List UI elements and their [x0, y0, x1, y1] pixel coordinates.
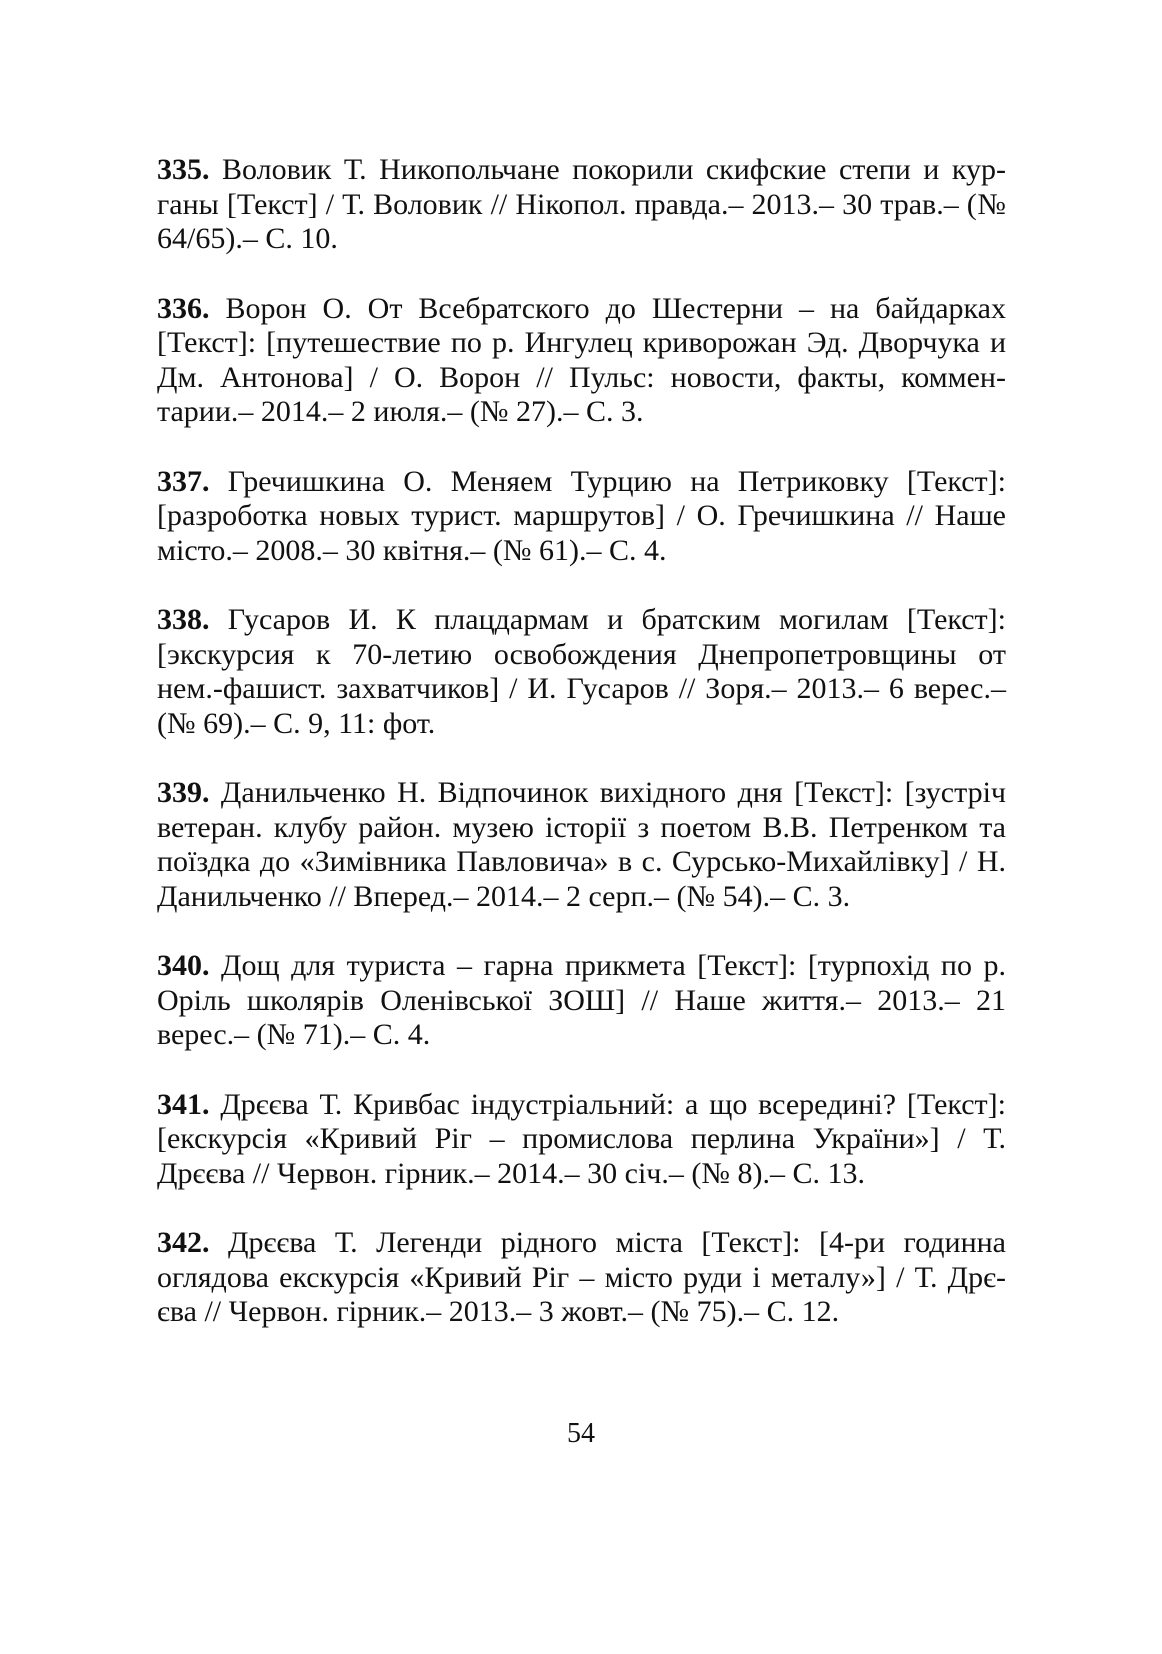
entry-text: Дрєєва Т. Кривбас індустріальний: а що всередині? [Текст]: [екскурсія «Кривий Ріг – промислова перлина України»] / Т. Дрєєва // Червон. гірник.– 2014.– 30 січ.– (№ 8).– С. 13. [157, 1087, 1006, 1190]
entry-number: 341. [157, 1087, 210, 1121]
bibliography-list [157, 153, 1006, 1365]
entry-text: Гусаров И. К плацдармам и братским могилам [Текст]: [экскурсия к 70-летию освобождения Днепропетровщины от нем.-фашист. захватчиков] / И. Гусаров // Зоря.– 2013.– 6 верес.– (№ 69).– С. 9, 11: фот. [157, 603, 1006, 740]
bibliography-entry [157, 292, 1006, 430]
bibliography-entry [157, 1088, 1006, 1192]
entry-number: 336. [157, 291, 210, 325]
bibliography-entry [157, 949, 1006, 1053]
entry-text: Ворон О. От Всебратского до Шестерни – на байдарках [Текст]: [путешествие по р. Ингулец криворожан Эд. Дворчука и Дм. Антонова] / О. Ворон // Пульс: новости, факты, комментарии.– 2014.– 2 июля.– (№ 27).– С. 3. [157, 291, 1006, 428]
entry-number: 340. [157, 949, 210, 982]
bibliography-entry [157, 776, 1006, 914]
page-number: 54 [567, 1418, 595, 1449]
bibliography-entry [157, 465, 1006, 569]
entry-text: Воловик Т. Никопольчане покорили скифские степи и курганы [Текст] / Т. Воловик // Нікопол. правда.– 2013.– 30 трав.– (№ 64/65).– С. 10. [157, 153, 1006, 255]
entry-text: Дощ для туриста – гарна прикмета [Текст]: [турпохід по р. Оріль школярів Оленівської ЗОШ] // Наше життя.– 2013.– 21 верес.– (№ 71).– С. 4. [157, 949, 1006, 1051]
entry-number: 337. [157, 464, 210, 498]
entry-text: Дрєєва Т. Легенди рідного міста [Текст]: [4-ри годинна оглядова екскурсія «Кривий Ріг – місто руди і металу»] / Т. Дрєєва // Червон. гірник.– 2013.– 3 жовт.– (№ 75).– С. 12. [157, 1226, 1006, 1328]
entry-number: 339. [157, 776, 210, 809]
bibliography-entry [157, 1226, 1006, 1330]
entry-number: 342. [157, 1226, 210, 1259]
entry-text: Гречишкина О. Меняем Турцию на Петриковку [Текст]: [разроботка новых турист. маршрутов] / О. Гречишкина // Наше місто.– 2008.– 30 квітня.– (№ 61).– С. 4. [157, 464, 1006, 567]
entry-number: 335. [157, 153, 210, 186]
bibliography-entry [157, 153, 1006, 257]
entry-number: 338. [157, 603, 210, 636]
entry-text: Данильченко Н. Відпочинок вихідного дня [Текст]: [зустріч ветеран. клубу район. музею історії з поетом В.В. Петренком та поїздка до «Зимівника Павловича» в с. Сурсько-Михайлівку] / Н. Данильченко // Вперед.– 2014.– 2 серп.– (№ 54).– С. 3. [157, 776, 1006, 913]
bibliography-entry [157, 603, 1006, 741]
